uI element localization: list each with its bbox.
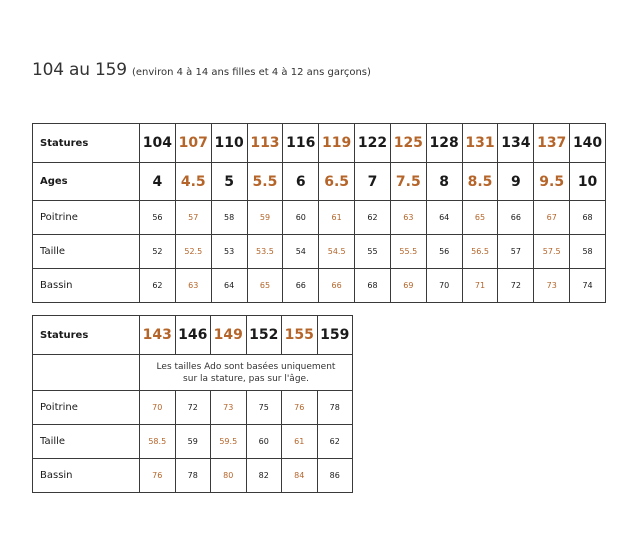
title-subtitle: (environ 4 à 14 ans filles et 4 à 12 ans garçons): [132, 67, 371, 78]
ado-note-line-2: sur la stature, pas sur l'âge.: [183, 373, 309, 384]
age-cell: 7.5: [390, 163, 426, 201]
stature-cell: 128: [426, 124, 462, 163]
poitrine-cell: 70: [140, 391, 176, 425]
poitrine-cell: 58: [211, 201, 247, 235]
age-cell: 8.5: [462, 163, 498, 201]
bassin-row: [33, 459, 353, 493]
taille-cell: 55.5: [390, 235, 426, 269]
note-row: [33, 355, 353, 391]
poitrine-cell: 75: [246, 391, 282, 425]
bassin-cell: 64: [211, 269, 247, 303]
ado-note: [140, 355, 353, 391]
bassin-cell: 73: [534, 269, 570, 303]
poitrine-cell: 56: [140, 201, 176, 235]
bassin-cell: 84: [282, 459, 318, 493]
age-cell: 9: [498, 163, 534, 201]
taille-cell: 54: [283, 235, 319, 269]
poitrine-cell: 78: [317, 391, 353, 425]
poitrine-cell: 60: [283, 201, 319, 235]
bassin-cell: 62: [140, 269, 176, 303]
poitrine-cell: 59: [247, 201, 283, 235]
taille-cell: 52: [140, 235, 176, 269]
poitrine-cell: 68: [570, 201, 606, 235]
taille-cell: 61: [282, 425, 318, 459]
age-cell: 10: [570, 163, 606, 201]
bassin-cell: 86: [317, 459, 353, 493]
stature-cell: 143: [140, 316, 176, 355]
bassin-cell: 68: [355, 269, 391, 303]
poitrine-cell: 72: [175, 391, 211, 425]
taille-cell: 62: [317, 425, 353, 459]
bassin-cell: 66: [319, 269, 355, 303]
bassin-cell: 70: [426, 269, 462, 303]
stature-cell: 122: [355, 124, 391, 163]
taille-cell: 59: [175, 425, 211, 459]
row-label-statures: Statures: [33, 316, 140, 355]
taille-cell: 52.5: [175, 235, 211, 269]
age-cell: 8: [426, 163, 462, 201]
bassin-cell: 63: [175, 269, 211, 303]
stature-cell: 152: [246, 316, 282, 355]
poitrine-cell: 57: [175, 201, 211, 235]
taille-cell: 60: [246, 425, 282, 459]
poitrine-cell: 76: [282, 391, 318, 425]
taille-cell: 56: [426, 235, 462, 269]
note-empty-cell: [33, 355, 140, 391]
bassin-cell: 74: [570, 269, 606, 303]
stature-cell: 110: [211, 124, 247, 163]
taille-cell: 59.5: [211, 425, 247, 459]
taille-row: [33, 235, 606, 269]
bassin-cell: 82: [246, 459, 282, 493]
title-range: 104 au 159: [32, 60, 127, 80]
stature-cell: 146: [175, 316, 211, 355]
stature-cell: 107: [175, 124, 211, 163]
ado-note-line-1: Les tailles Ado sont basées uniquement: [156, 361, 336, 372]
page-title: [32, 60, 371, 80]
stature-cell: 104: [140, 124, 176, 163]
age-cell: 6.5: [319, 163, 355, 201]
taille-cell: 57.5: [534, 235, 570, 269]
taille-cell: 56.5: [462, 235, 498, 269]
taille-cell: 58.5: [140, 425, 176, 459]
taille-row: [33, 425, 353, 459]
poitrine-cell: 65: [462, 201, 498, 235]
bassin-cell: 71: [462, 269, 498, 303]
bassin-row: [33, 269, 606, 303]
poitrine-cell: 63: [390, 201, 426, 235]
poitrine-cell: 66: [498, 201, 534, 235]
row-label-taille: Taille: [33, 425, 140, 459]
taille-cell: 55: [355, 235, 391, 269]
poitrine-cell: 62: [355, 201, 391, 235]
poitrine-cell: 73: [211, 391, 247, 425]
age-cell: 6: [283, 163, 319, 201]
poitrine-cell: 64: [426, 201, 462, 235]
row-label-bassin: Bassin: [33, 459, 140, 493]
taille-cell: 57: [498, 235, 534, 269]
age-cell: 4: [140, 163, 176, 201]
bassin-cell: 69: [390, 269, 426, 303]
stature-cell: 116: [283, 124, 319, 163]
stature-cell: 140: [570, 124, 606, 163]
poitrine-cell: 61: [319, 201, 355, 235]
stature-cell: 149: [211, 316, 247, 355]
age-cell: 5.5: [247, 163, 283, 201]
stature-cell: 137: [534, 124, 570, 163]
stature-cell: 125: [390, 124, 426, 163]
row-label-statures: Statures: [33, 124, 140, 163]
row-label-poitrine: Poitrine: [33, 201, 140, 235]
stature-cell: 134: [498, 124, 534, 163]
poitrine-row: [33, 391, 353, 425]
stature-cell: 131: [462, 124, 498, 163]
statures-row: [33, 124, 606, 163]
stature-cell: 159: [317, 316, 353, 355]
size-table-kids: [32, 123, 606, 303]
stature-cell: 155: [282, 316, 318, 355]
bassin-cell: 72: [498, 269, 534, 303]
age-cell: 9.5: [534, 163, 570, 201]
taille-cell: 53: [211, 235, 247, 269]
ages-row: [33, 163, 606, 201]
bassin-cell: 66: [283, 269, 319, 303]
row-label-bassin: Bassin: [33, 269, 140, 303]
poitrine-cell: 67: [534, 201, 570, 235]
bassin-cell: 80: [211, 459, 247, 493]
statures-row: [33, 316, 353, 355]
taille-cell: 58: [570, 235, 606, 269]
taille-cell: 54.5: [319, 235, 355, 269]
stature-cell: 113: [247, 124, 283, 163]
row-label-taille: Taille: [33, 235, 140, 269]
bassin-cell: 78: [175, 459, 211, 493]
bassin-cell: 65: [247, 269, 283, 303]
row-label-poitrine: Poitrine: [33, 391, 140, 425]
poitrine-row: [33, 201, 606, 235]
taille-cell: 53.5: [247, 235, 283, 269]
bassin-cell: 76: [140, 459, 176, 493]
size-table-ado: [32, 315, 353, 493]
age-cell: 7: [355, 163, 391, 201]
row-label-ages: Ages: [33, 163, 140, 201]
age-cell: 5: [211, 163, 247, 201]
stature-cell: 119: [319, 124, 355, 163]
age-cell: 4.5: [175, 163, 211, 201]
